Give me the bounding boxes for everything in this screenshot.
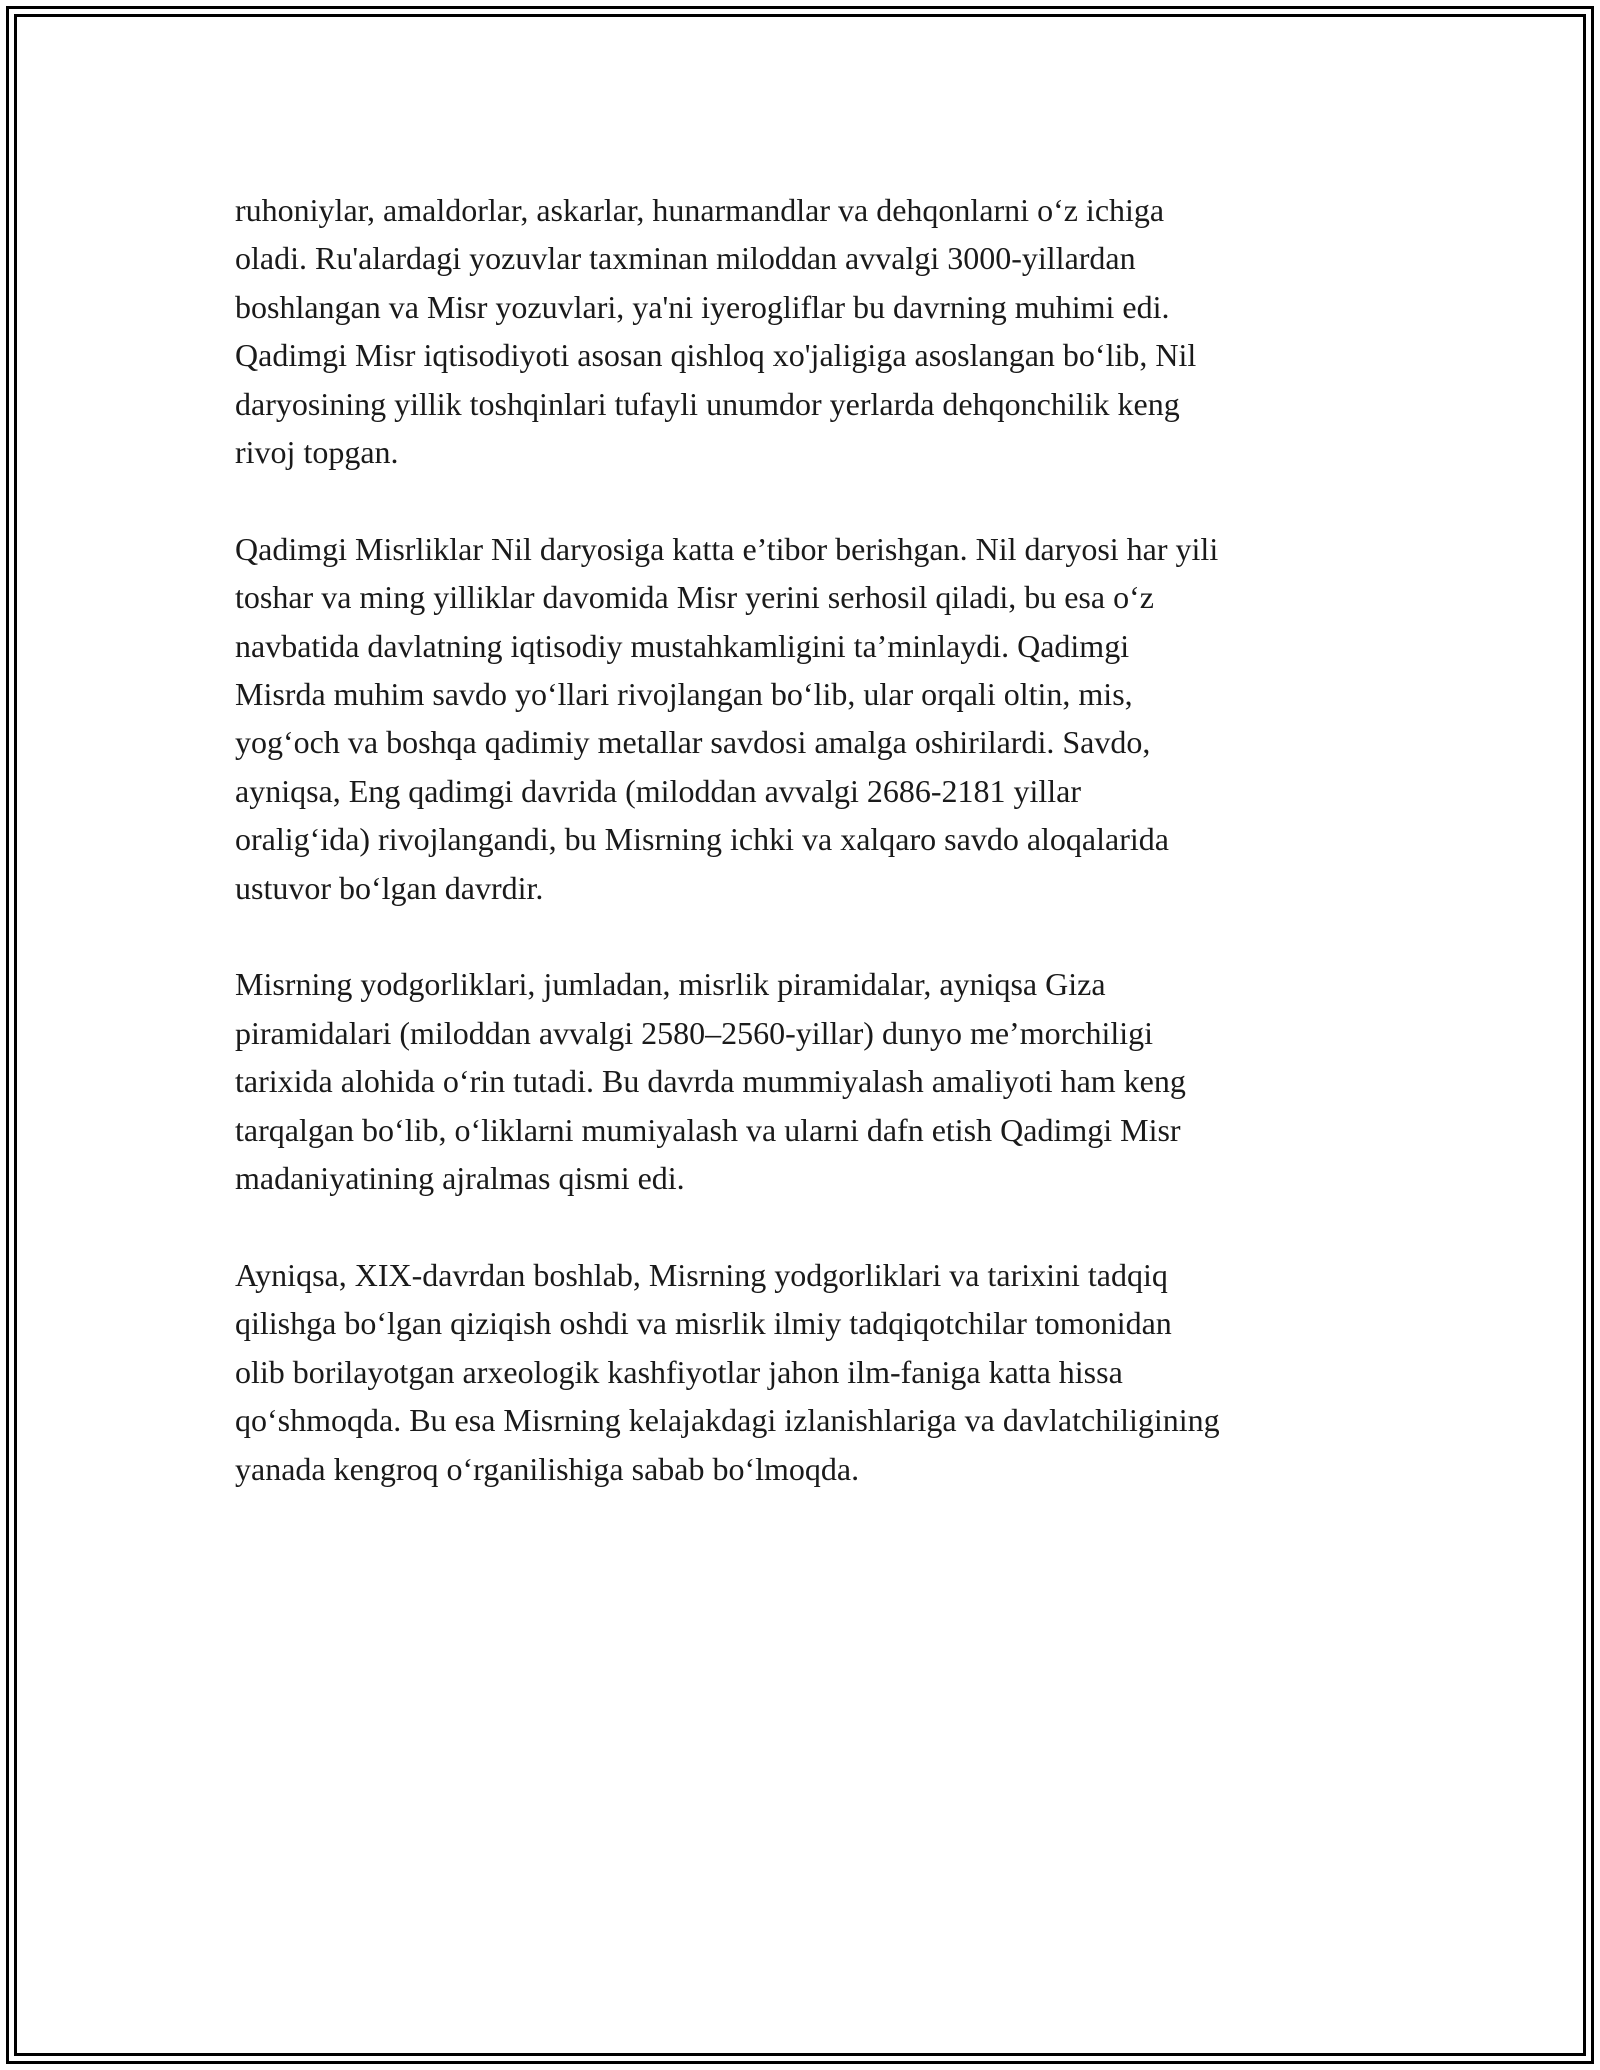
text-line: Qadimgi Misr iqtisodiyoti asosan qishloq xo'jaligiga asoslangan bo‘lib, Nil [235,337,1197,374]
text-line: boshlangan va Misr yozuvlari, ya'ni iyerogliflar bu davrning muhimi edi. [235,288,1170,325]
text-line: piramidalari (miloddan avvalgi 2580–2560-yillar) dunyo me’morchiligi [235,1014,1153,1051]
paragraph-2 [235,525,1375,912]
text-line: madaniyatining ajralmas qismi edi. [235,1160,685,1197]
text-line: tarixida alohida o‘rin tutadi. Bu davrda mummiyalash amaliyoti ham keng [235,1063,1186,1100]
paragraph-4 [235,1251,1375,1493]
text-line: oladi. Ru'alardagi yozuvlar taxminan miloddan avvalgi 3000-yillardan [235,240,1136,277]
text-line: rivoj topgan. [235,434,399,471]
text-line: Qadimgi Misrliklar Nil daryosiga katta e’tibor berishgan. Nil daryosi har yili [235,530,1219,567]
text-line: Misrning yodgorliklari, jumladan, misrlik piramidalar, ayniqsa Giza [235,966,1106,1003]
text-line: tarqalgan bo‘lib, o‘liklarni mumiyalash va ularni dafn etish Qadimgi Misr [235,1111,1181,1148]
text-line: yanada kengroq o‘rganilishiga sabab bo‘lmoqda. [235,1450,860,1487]
text-line: qilishga bo‘lgan qiziqish oshdi va misrlik ilmiy tadqiqotchilar tomonidan [235,1305,1172,1342]
text-line: olib borilayotgan arxeologik kashfiyotlar jahon ilm-faniga katta hissa [235,1353,1123,1390]
text-line: ruhoniylar, amaldorlar, askarlar, hunarmandlar va dehqonlarni o‘z ichiga [235,192,1165,228]
text-line: Misrda muhim savdo yo‘llari rivojlangan bo‘lib, ular orqali oltin, mis, [235,676,1133,713]
paragraph-3 [235,960,1375,1202]
document-body [235,186,1375,1541]
text-line: oralig‘ida) rivojlangandi, bu Misrning ichki va xalqaro savdo aloqalarida [235,821,1169,858]
text-line: toshar va ming yilliklar davomida Misr yerini serhosil qiladi, bu esa o‘z [235,579,1154,616]
text-line: qo‘shmoqda. Bu esa Misrning kelajakdagi izlanishlariga va davlatchiligining [235,1402,1220,1439]
text-line: ustuvor bo‘lgan davrdir. [235,869,544,906]
text-line: Ayniqsa, XIX-davrdan boshlab, Misrning yodgorliklari va tarixini tadqiq [235,1256,1168,1293]
text-line: ayniqsa, Eng qadimgi davrida (miloddan avvalgi 2686-2181 yillar [235,772,1082,809]
text-line: yog‘och va boshqa qadimiy metallar savdosi amalga oshirilardi. Savdo, [235,724,1151,761]
text-line: daryosining yillik toshqinlari tufayli unumdor yerlarda dehqonchilik keng [235,385,1180,422]
text-line: navbatida davlatning iqtisodiy mustahkamligini ta’minlaydi. Qadimgi [235,627,1130,664]
paragraph-1 [235,186,1375,476]
